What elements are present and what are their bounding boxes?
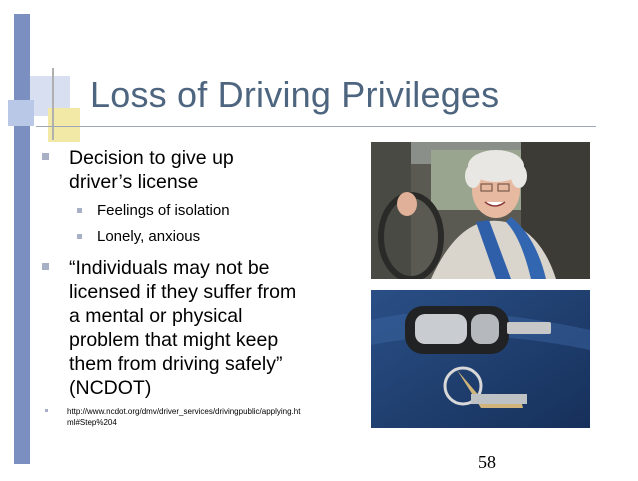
left-decorative-bar (14, 14, 30, 464)
sub-bullet-marker (77, 234, 82, 239)
title-deco-square-blue (8, 100, 34, 126)
sub-bullet-marker (77, 208, 82, 213)
bullet-marker (42, 153, 49, 160)
quote-text: them from driving safely” (69, 353, 283, 375)
elderly-woman-driving-illustration (371, 142, 590, 279)
bullet-text: Decision to give up (69, 147, 234, 169)
page-number: 58 (478, 452, 496, 472)
bullet-text: driver’s license (69, 171, 199, 193)
quote-text: licensed if they suffer from (69, 281, 297, 303)
title-underline (36, 126, 596, 127)
bullet-marker (42, 263, 49, 270)
sub-bullet-text: Feelings of isolation (97, 202, 230, 219)
sub-bullet-text: Lonely, anxious (97, 228, 201, 245)
car-keys-illustration (371, 290, 590, 428)
url-bullet-marker (45, 409, 48, 412)
quote-text: a mental or physical (69, 305, 243, 327)
slide-title: Loss of Driving Privileges (90, 74, 500, 115)
title-deco-vertical-line (52, 68, 54, 140)
quote-text: problem that might keep (69, 329, 279, 351)
source-url-line[interactable]: ml#Step%204 (67, 418, 117, 427)
elderly-woman-driving-photo (371, 142, 590, 279)
car-keys-photo (371, 290, 590, 428)
quote-text: “Individuals may not be (69, 257, 270, 279)
source-url-line[interactable]: http://www.ncdot.org/dmv/driver_services/drivingpublic/applying.ht (67, 407, 301, 416)
quote-text: (NCDOT) (69, 377, 152, 399)
